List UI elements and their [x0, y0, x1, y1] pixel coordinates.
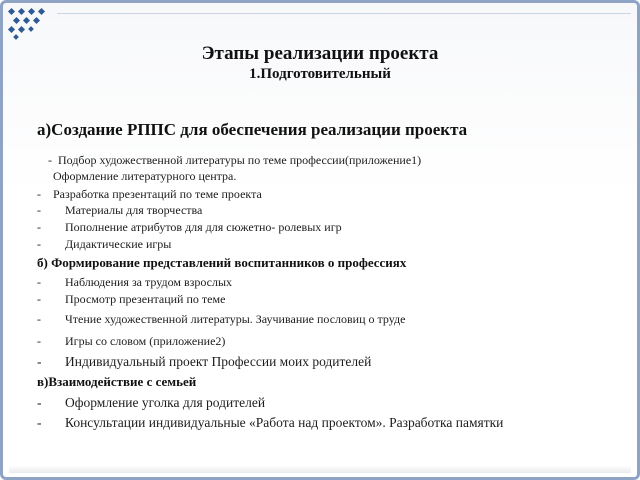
slide-title: Этапы реализации проекта — [201, 43, 439, 64]
section-heading-a: а)Создание РППС для обеспечения реализации проекта — [37, 120, 468, 139]
list-item: - Чтение художественной литературы. Заучивание пословиц о труде — [37, 308, 627, 330]
header-rule — [57, 13, 631, 14]
list-item: - Материалы для творчества — [37, 202, 627, 219]
list-item: - Оформление уголка для родителей — [37, 393, 627, 413]
slide-subtitle: 1.Подготовительный — [249, 66, 391, 82]
corner-pattern-icon — [7, 7, 51, 41]
text-line: - Подбор художественной литературы по теме профессии(приложение1) — [45, 153, 422, 167]
slide-content — [37, 120, 627, 433]
list-item: - Наблюдения за трудом взрослых — [37, 274, 627, 291]
section-c-list — [37, 393, 627, 433]
bottom-shadow — [9, 465, 631, 473]
section-b-list — [37, 274, 627, 372]
section-heading-b: б) Формирование представлений воспитанников о профессиях — [37, 255, 407, 270]
section-heading-c: в)Взаимодействие с семьей — [37, 374, 197, 389]
list-item: - Игры со словом (приложение2) — [37, 330, 627, 352]
section-a-list — [37, 202, 627, 253]
text-line: Оформление литературного центра. — [53, 169, 237, 183]
list-item: - Просмотр презентаций по теме — [37, 291, 627, 308]
text-line: - Разработка презентаций по теме проекта — [37, 187, 262, 201]
list-item: - Дидактические игры — [37, 236, 627, 253]
list-item: - Пополнение атрибутов для для сюжетно- ролевых игр — [37, 219, 627, 236]
list-item: - Индивидуальный проект Профессии моих родителей — [37, 352, 627, 372]
list-item: - Консультации индивидуальные «Работа над проектом». Разработка памятки — [37, 413, 627, 433]
